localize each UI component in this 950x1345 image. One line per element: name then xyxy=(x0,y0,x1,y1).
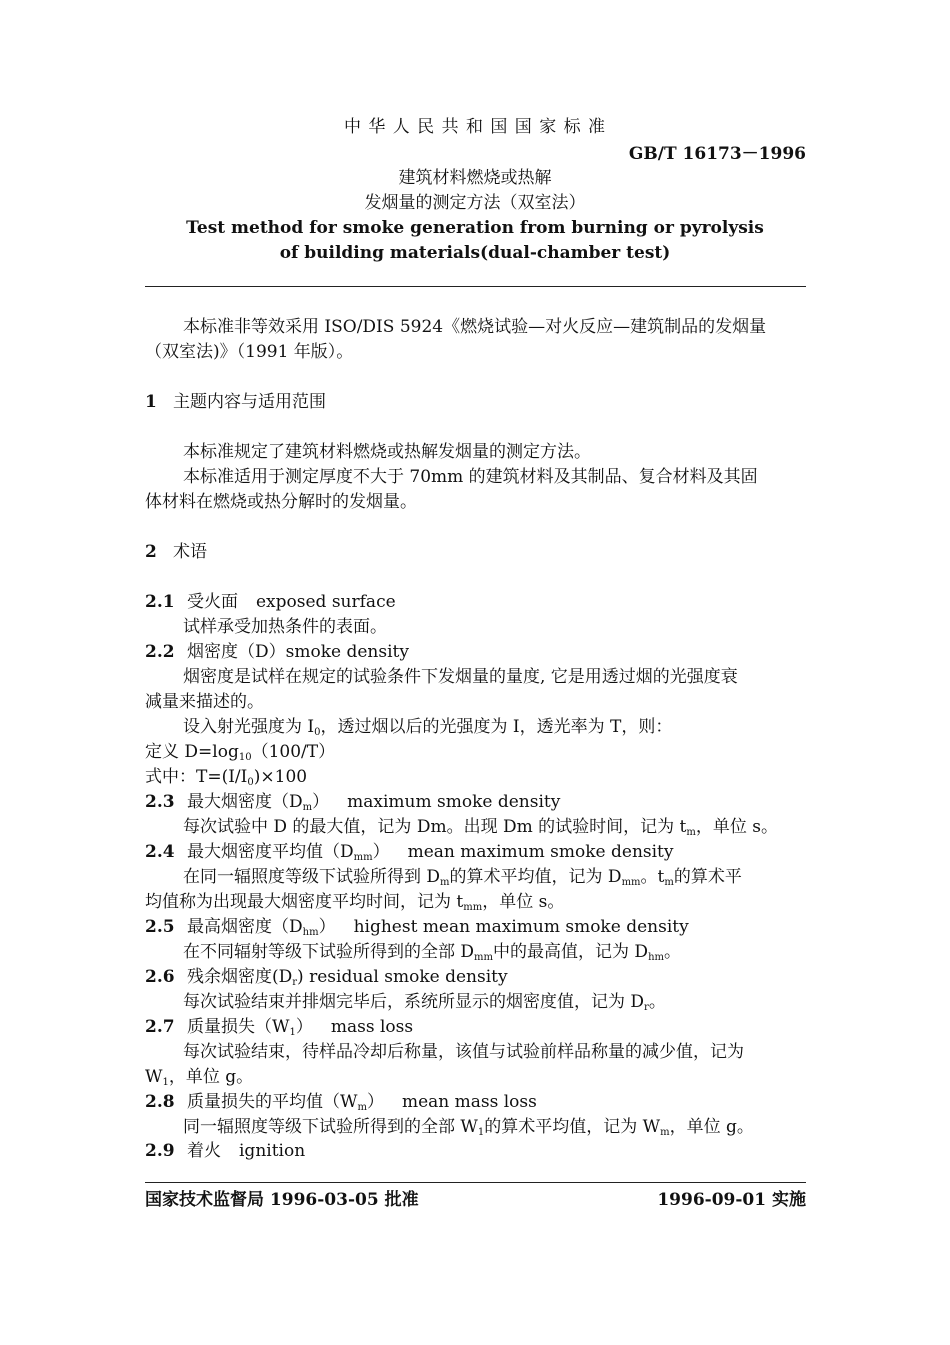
subscript: 10 xyxy=(238,752,252,763)
term-2-1-desc: 试样承受加热条件的表面。 xyxy=(183,617,387,637)
subscript: 1 xyxy=(477,1127,485,1138)
subscript: m xyxy=(440,877,450,888)
text-run: 。 xyxy=(664,942,681,962)
text-run: 式中：T=(I/I xyxy=(145,767,248,787)
section1-p2-line1: 本标准适用于测定厚度不大于 70mm 的建筑材料及其制品、复合材料及其固 xyxy=(183,467,758,487)
title-cn-line1: 建筑材料燃烧或热解 xyxy=(398,168,552,188)
term-title-en: maximum smoke density xyxy=(347,792,561,812)
term-title-cn: 最大烟密度（D xyxy=(187,792,303,812)
subscript: 0 xyxy=(247,777,254,788)
text-run: ） xyxy=(318,917,336,937)
term-2-2-desc-line2: 减量来描述的。 xyxy=(145,692,264,712)
text-run: 在同一辐照度等级下试验所得到 D xyxy=(183,867,441,887)
subscript: mm xyxy=(463,902,483,913)
term-2-3-heading xyxy=(145,791,560,813)
section1-number: 1 xyxy=(145,392,157,412)
footer-divider xyxy=(145,1182,806,1183)
term-2-2-desc-line1: 烟密度是试样在规定的试验条件下发烟量的量度, 它是用透过烟的光强度衰 xyxy=(183,667,738,687)
term-title-cn: 质量损失的平均值（W xyxy=(187,1092,358,1112)
approval-note: 国家技术监督局 1996-03-05 批准 xyxy=(145,1190,419,1210)
national-standard-title: 中 华 人 民 共 和 国 国 家 标 准 xyxy=(343,117,607,137)
subscript: mm xyxy=(474,952,494,963)
section1-p2-line2: 体材料在燃烧或热分解时的发烟量。 xyxy=(145,492,417,512)
term-title-en: mean mass loss xyxy=(401,1092,537,1112)
term-title-en: exposed surface xyxy=(256,592,396,612)
term-2-2-desc-line3 xyxy=(183,716,672,738)
term-title-cn: 着火 xyxy=(187,1141,221,1161)
subscript: hm xyxy=(648,952,664,963)
text-run: ） xyxy=(372,842,390,862)
text-run: 设入射光强度为 I xyxy=(183,717,315,737)
term-title-en: mean maximum smoke density xyxy=(407,842,674,862)
term-2-4-heading xyxy=(145,841,673,863)
term-title-cn: 最大烟密度平均值（D xyxy=(187,842,354,862)
term-title-cn: 受火面 xyxy=(187,592,238,612)
transmittance-formula xyxy=(145,766,307,788)
text-run: ，透过烟以后的光强度为 I，透光率为 T，则： xyxy=(320,717,673,737)
subscript: m xyxy=(664,877,674,888)
text-run: ） xyxy=(295,1017,313,1037)
title-en-line2: of building materials(dual-chamber test) xyxy=(279,243,671,263)
term-2-5-heading xyxy=(145,916,689,938)
section2-heading xyxy=(145,541,207,563)
subscript: r xyxy=(644,1002,649,1013)
term-title-cn: 烟密度（D） xyxy=(187,642,286,662)
text-run: 。t xyxy=(640,867,665,887)
term-2-9-heading xyxy=(145,1140,305,1162)
subscript: m xyxy=(357,1102,367,1113)
term-number: 2.9 xyxy=(145,1141,175,1161)
term-title-en: ignition xyxy=(239,1141,306,1161)
title-cn-line2: 发烟量的测定方法（双室法） xyxy=(364,193,586,213)
section1-p1: 本标准规定了建筑材料燃烧或热解发烟量的测定方法。 xyxy=(183,442,591,462)
section2-number: 2 xyxy=(145,542,157,562)
term-number: 2.1 xyxy=(145,592,175,612)
term-title-en: residual smoke density xyxy=(309,967,508,987)
term-2-5-desc xyxy=(183,941,681,963)
text-run: 均值称为出现最大烟密度平均时间，记为 t xyxy=(145,892,464,912)
subscript: 0 xyxy=(314,727,321,738)
term-number: 2.2 xyxy=(145,642,175,662)
text-run: （100/T） xyxy=(251,742,336,762)
subscript: m xyxy=(686,827,696,838)
term-number: 2.5 xyxy=(145,917,175,937)
text-run: 的算术平均值，记为 D xyxy=(449,867,622,887)
text-run: 定义 D=log xyxy=(145,742,239,762)
term-2-7-desc-line1: 每次试验结束，待样品冷却后称量，该值与试验前样品称量的减少值，记为 xyxy=(183,1042,744,1062)
standard-code: GB/T 16173－1996 xyxy=(628,144,806,164)
term-2-8-desc xyxy=(183,1116,754,1138)
term-number: 2.8 xyxy=(145,1092,175,1112)
term-2-7-desc-line2 xyxy=(145,1066,253,1088)
term-2-1-heading xyxy=(145,591,396,613)
title-en-line1: Test method for smoke generation from burning or pyrolysis xyxy=(186,218,764,238)
subscript: 1 xyxy=(289,1027,296,1038)
intro-line1: 本标准非等效采用 ISO/DIS 5924《燃烧试验—对火反应—建筑制品的发烟量 xyxy=(183,317,767,337)
term-number: 2.3 xyxy=(145,792,175,812)
subscript: m xyxy=(302,802,313,813)
implementation-note: 1996-09-01 实施 xyxy=(657,1190,806,1210)
subscript: m xyxy=(660,1127,670,1138)
subscript: 1 xyxy=(162,1077,169,1088)
density-formula xyxy=(145,741,335,763)
term-title-cn: 质量损失（W xyxy=(187,1017,290,1037)
subscript: r xyxy=(292,977,298,988)
subscript: mm xyxy=(621,877,641,888)
term-2-4-desc-line2 xyxy=(145,891,564,913)
intro-line2: （双室法)》（1991 年版）。 xyxy=(145,342,354,362)
text-run: 每次试验中 D 的最大值，记为 Dm。出现 Dm 的试验时间，记为 t xyxy=(183,817,687,837)
section1-heading xyxy=(145,391,326,413)
text-run: ，单位 s。 xyxy=(695,817,779,837)
term-title-en: highest mean maximum smoke density xyxy=(353,917,689,937)
term-2-7-heading xyxy=(145,1016,413,1038)
subscript: mm xyxy=(353,852,373,863)
text-run: 。 xyxy=(648,992,666,1012)
term-number: 2.6 xyxy=(145,967,175,987)
subscript: hm xyxy=(302,927,319,938)
text-run: ） xyxy=(366,1092,384,1112)
term-2-3-desc xyxy=(183,816,778,838)
term-2-2-heading xyxy=(145,641,409,663)
text-run: 中的最高值，记为 D xyxy=(493,942,649,962)
term-2-6-heading xyxy=(145,966,508,988)
text-run: ) xyxy=(297,967,304,987)
text-run: ） xyxy=(312,792,330,812)
text-run: 的算术平 xyxy=(673,867,742,887)
term-2-6-desc xyxy=(183,991,666,1013)
text-run: 每次试验结束并排烟完毕后，系统所显示的烟密度值，记为 D xyxy=(183,992,645,1012)
text-run: ，单位 s。 xyxy=(482,892,565,912)
text-run: 在不同辐射等级下试验所得到的全部 D xyxy=(183,942,475,962)
term-2-4-desc-line1 xyxy=(183,866,742,888)
text-run: 的算术平均值，记为 W xyxy=(484,1117,661,1137)
section1-title: 主题内容与适用范围 xyxy=(173,392,326,412)
term-title-cn: 最高烟密度（D xyxy=(187,917,303,937)
text-run: ，单位 g。 xyxy=(168,1067,254,1087)
term-title-cn: 残余烟密度(D xyxy=(187,967,293,987)
term-number: 2.7 xyxy=(145,1017,175,1037)
term-title-en: smoke density xyxy=(285,642,409,662)
text-run: ，单位 g。 xyxy=(669,1117,754,1137)
term-2-8-heading xyxy=(145,1091,537,1113)
text-run: W xyxy=(145,1067,163,1087)
text-run: )×100 xyxy=(253,767,308,787)
term-title-en: mass loss xyxy=(330,1017,414,1037)
header-divider xyxy=(145,286,806,287)
section2-title: 术语 xyxy=(173,542,207,562)
term-number: 2.4 xyxy=(145,842,175,862)
text-run: 同一辐照度等级下试验所得到的全部 W xyxy=(183,1117,478,1137)
